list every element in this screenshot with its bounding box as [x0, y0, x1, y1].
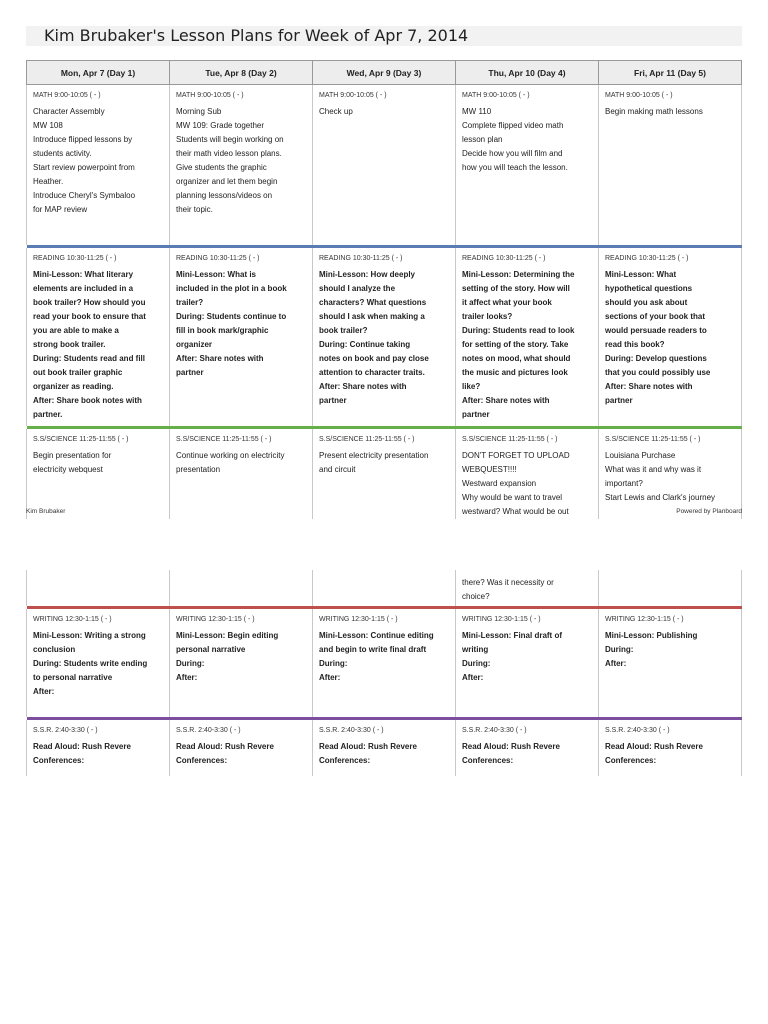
lesson-plan-table-page-1 — [26, 60, 742, 519]
lesson-text-line: Mini-Lesson: Final draft of — [462, 631, 562, 640]
lesson-text-line: Character Assembly — [33, 107, 105, 116]
lesson-text-line: their topic. — [176, 205, 213, 214]
lesson-text-line: Conferences: — [176, 756, 228, 765]
lesson-text-line: MW 109: Grade together — [176, 121, 265, 130]
lesson-text-line: setting of the story. How will — [462, 283, 570, 293]
math-cell — [27, 85, 170, 245]
day-header: Mon, Apr 7 (Day 1) — [27, 61, 170, 85]
lesson-text-line: students activity. — [33, 149, 92, 158]
lesson-text-line: Give students the graphic — [176, 163, 267, 172]
subject-time-label: S.S/SCIENCE 11:25-11:55 ( - ) — [319, 435, 415, 443]
lesson-text-line: trailer looks? — [462, 311, 513, 321]
lesson-text-line: Complete flipped video math — [462, 121, 564, 130]
lesson-text-line: out book trailer graphic — [33, 367, 123, 377]
lesson-text-line: partner. — [33, 409, 63, 419]
lesson-text-line: During: Continue taking — [319, 339, 411, 349]
lesson-text-line: for setting of the story. Take — [462, 339, 569, 349]
lesson-text-line: sections of your book that — [605, 311, 706, 321]
ssr-cell — [599, 720, 742, 776]
lesson-text-line: partner — [462, 409, 490, 419]
lesson-text-line: presentation — [176, 464, 221, 474]
lesson-text-line: organizer and let them begin — [176, 177, 278, 186]
lesson-text-line: Conferences: — [605, 756, 657, 765]
lesson-text-line: MW 108 — [33, 121, 63, 130]
reading-cell — [27, 248, 170, 426]
lesson-text-line: notes on book and pay close — [319, 353, 429, 363]
subject-time-label: WRITING 12:30-1:15 ( - ) — [605, 616, 684, 623]
lesson-text-line: During: Develop questions — [605, 353, 707, 363]
lesson-text-line: hypothetical questions — [605, 283, 693, 293]
lesson-text-line: electricity webquest — [33, 464, 103, 474]
lesson-text-line: Read Aloud: Rush Revere — [319, 742, 417, 751]
subject-time-label: MATH 9:00-10:05 ( - ) — [33, 92, 101, 99]
subject-time-label: S.S.R. 2:40-3:30 ( - ) — [319, 727, 384, 734]
ssr-cell — [456, 720, 599, 776]
subject-time-label: READING 10:30-11:25 ( - ) — [319, 254, 403, 262]
subject-time-label: WRITING 12:30-1:15 ( - ) — [33, 616, 112, 623]
lesson-text-line: personal narrative — [176, 645, 246, 654]
lesson-text-line: Mini-Lesson: How deeply — [319, 269, 416, 279]
lesson-text-line: included in the plot in a book — [176, 283, 287, 293]
lesson-text-line: partner — [176, 367, 204, 377]
lesson-text-line: organizer as reading. — [33, 381, 114, 391]
lesson-text-line: and circuit — [319, 464, 356, 474]
day-header: Fri, Apr 11 (Day 5) — [599, 61, 742, 85]
lesson-text-line: planning lessons/videos on — [176, 191, 273, 200]
lesson-text-line: and begin to write final draft — [319, 645, 427, 654]
lesson-text-line: Continue working on electricity — [176, 450, 285, 460]
reading-cell — [456, 248, 599, 426]
subject-time-label: S.S.R. 2:40-3:30 ( - ) — [462, 727, 527, 734]
science-continued-row — [27, 570, 742, 606]
lesson-text-line: organizer — [176, 339, 213, 349]
lesson-text-line: Mini-Lesson: Determining the — [462, 269, 575, 279]
lesson-text-line: After: Share notes with — [319, 381, 407, 391]
lesson-text-line: lesson plan — [462, 135, 503, 144]
subject-time-label: WRITING 12:30-1:15 ( - ) — [319, 616, 398, 623]
science-cell — [170, 429, 313, 519]
lesson-text-line: During: Students read and fill — [33, 353, 146, 363]
ssr-cell — [313, 720, 456, 776]
lesson-text-line: Read Aloud: Rush Revere — [462, 742, 560, 751]
lesson-text-line: Start Lewis and Clark's journey — [605, 492, 716, 502]
lesson-text-line: Begin making math lessons — [605, 107, 703, 116]
lesson-text-line: the music and pictures look — [462, 367, 568, 377]
day-header-row — [27, 61, 742, 85]
lesson-text-line: read this book? — [605, 339, 665, 349]
subject-time-label: MATH 9:00-10:05 ( - ) — [319, 92, 387, 99]
lesson-text-line: Westward expansion — [462, 478, 537, 488]
science-cell — [313, 570, 456, 606]
ssr-cell — [27, 720, 170, 776]
lesson-text-line: like? — [462, 381, 481, 391]
subject-time-label: WRITING 12:30-1:15 ( - ) — [176, 616, 255, 623]
lesson-text-line: After: — [605, 659, 627, 668]
writing-row — [27, 609, 742, 717]
lesson-text-line: for MAP review — [33, 205, 88, 214]
lesson-text-line: trailer? — [176, 297, 204, 307]
lesson-text-line: strong book trailer. — [33, 339, 106, 349]
lesson-text-line: should you ask about — [605, 297, 688, 307]
math-cell — [456, 85, 599, 245]
lesson-text-line: Begin presentation for — [33, 450, 112, 460]
writing-cell — [27, 609, 170, 717]
lesson-text-line: Heather. — [33, 177, 64, 186]
reading-cell — [170, 248, 313, 426]
subject-time-label: READING 10:30-11:25 ( - ) — [176, 254, 260, 262]
subject-time-label: S.S.R. 2:40-3:30 ( - ) — [176, 727, 241, 734]
lesson-text-line: partner — [605, 395, 633, 405]
lesson-text-line: Mini-Lesson: Writing a strong — [33, 631, 146, 640]
lesson-text-line: Read Aloud: Rush Revere — [605, 742, 703, 751]
lesson-text-line: After: — [33, 687, 55, 696]
subject-time-label: S.S/SCIENCE 11:25-11:55 ( - ) — [462, 435, 558, 443]
reading-cell — [313, 248, 456, 426]
lesson-text-line: westward? What would be out — [462, 506, 569, 516]
lesson-text-line: attention to character traits. — [319, 367, 425, 377]
subject-time-label: S.S.R. 2:40-3:30 ( - ) — [33, 727, 98, 734]
lesson-text-line: Mini-Lesson: Continue editing — [319, 631, 434, 640]
lesson-text-line: Decide how you will film and — [462, 149, 563, 158]
lesson-text-line: Conferences: — [462, 756, 514, 765]
lesson-text-line: important? — [605, 478, 643, 488]
science-cell — [170, 570, 313, 606]
lesson-text-line: Mini-Lesson: What literary — [33, 269, 134, 279]
science-cell — [27, 570, 170, 606]
lesson-text-line: how you will teach the lesson. — [462, 163, 568, 172]
lesson-text-line: read your book to ensure that — [33, 311, 146, 321]
science-cell — [313, 429, 456, 519]
lesson-text-line: Present electricity presentation — [319, 450, 429, 460]
lesson-text-line: After: Share notes with — [605, 381, 693, 391]
lesson-text-line: Why would be want to travel — [462, 492, 563, 502]
lesson-text-line: fill in book mark/graphic — [176, 325, 269, 335]
lesson-text-line: their math video lesson plans. — [176, 149, 282, 158]
reading-cell — [599, 248, 742, 426]
writing-cell — [456, 609, 599, 717]
subject-time-label: READING 10:30-11:25 ( - ) — [462, 254, 546, 262]
lesson-text-line: choice? — [462, 592, 490, 601]
day-header: Wed, Apr 9 (Day 3) — [313, 61, 456, 85]
lesson-text-line: that you could possibly use — [605, 367, 711, 377]
ssr-row — [27, 720, 742, 776]
lesson-text-line: After: Share notes with — [176, 353, 264, 363]
lesson-text-line: Read Aloud: Rush Revere — [33, 742, 131, 751]
subject-time-label: MATH 9:00-10:05 ( - ) — [462, 92, 530, 99]
lesson-text-line: it affect what your book — [462, 297, 552, 307]
writing-cell — [599, 609, 742, 717]
reading-row — [27, 248, 742, 426]
lesson-text-line: During: — [605, 645, 634, 654]
lesson-text-line: characters? What questions — [319, 297, 427, 307]
subject-time-label: S.S/SCIENCE 11:25-11:55 ( - ) — [33, 435, 129, 443]
lesson-text-line: During: — [462, 659, 491, 668]
lesson-text-line: During: Students continue to — [176, 311, 287, 321]
lesson-text-line: During: Students write ending — [33, 659, 148, 668]
writing-cell — [313, 609, 456, 717]
lesson-text-line: book trailer? — [319, 325, 368, 335]
writing-cell — [170, 609, 313, 717]
lesson-text-line: Mini-Lesson: What is — [176, 269, 256, 279]
lesson-text-line: MW 110 — [462, 107, 492, 116]
science-cell — [599, 570, 742, 606]
science-cell — [456, 570, 599, 606]
subject-time-label: MATH 9:00-10:05 ( - ) — [176, 92, 244, 99]
lesson-text-line: notes on mood, what should — [462, 353, 571, 363]
lesson-text-line: Mini-Lesson: Publishing — [605, 631, 698, 640]
math-cell — [599, 85, 742, 245]
lesson-text-line: Start review powerpoint from — [33, 163, 135, 172]
lesson-text-line: During: — [319, 659, 348, 668]
subject-time-label: WRITING 12:30-1:15 ( - ) — [462, 616, 541, 623]
subject-time-label: S.S/SCIENCE 11:25-11:55 ( - ) — [176, 435, 272, 443]
lesson-text-line: During: — [176, 659, 205, 668]
lesson-text-line: you are able to make a — [33, 325, 119, 335]
science-cell — [456, 429, 599, 519]
lesson-text-line: DON'T FORGET TO UPLOAD — [462, 450, 570, 460]
page-title: Kim Brubaker's Lesson Plans for Week of Apr 7, 2014 — [44, 26, 469, 45]
lesson-text-line: Conferences: — [319, 756, 371, 765]
science-cell — [599, 429, 742, 519]
subject-time-label: S.S.R. 2:40-3:30 ( - ) — [605, 727, 670, 734]
science-cell — [27, 429, 170, 519]
subject-time-label: MATH 9:00-10:05 ( - ) — [605, 92, 673, 99]
lesson-text-line: conclusion — [33, 645, 76, 654]
lesson-text-line: Louisiana Purchase — [605, 450, 676, 460]
lesson-text-line: After: Share book notes with — [33, 395, 142, 405]
math-cell — [313, 85, 456, 245]
lesson-text-line: should I ask when making a — [319, 311, 425, 321]
lesson-text-line: After: — [319, 673, 341, 682]
lesson-text-line: Read Aloud: Rush Revere — [176, 742, 274, 751]
lesson-text-line: would persuade readers to — [605, 325, 707, 335]
lesson-text-line: Introduce Cheryl's Symbaloo — [33, 191, 136, 200]
lesson-text-line: Students will begin working on — [176, 135, 284, 144]
math-cell — [170, 85, 313, 245]
ssr-cell — [170, 720, 313, 776]
science-row — [27, 429, 742, 519]
title-bar — [26, 26, 742, 46]
lesson-text-line: partner — [319, 395, 347, 405]
lesson-text-line: WEBQUEST!!!! — [462, 464, 517, 474]
lesson-text-line: Check up — [319, 107, 353, 116]
lesson-text-line: book trailer? How should you — [33, 297, 146, 307]
lesson-text-line: to personal narrative — [33, 673, 113, 682]
lesson-text-line: elements are included in a — [33, 283, 134, 293]
lesson-text-line: should I analyze the — [319, 283, 396, 293]
lesson-text-line: After: — [462, 673, 484, 682]
lesson-text-line: Introduce flipped lessons by — [33, 135, 133, 144]
math-row — [27, 85, 742, 245]
subject-time-label: READING 10:30-11:25 ( - ) — [33, 254, 117, 262]
lesson-text-line: Mini-Lesson: What — [605, 269, 677, 279]
lesson-text-line: Conferences: — [33, 756, 85, 765]
lesson-text-line: there? Was it necessity or — [462, 578, 554, 587]
lesson-text-line: What was it and why was it — [605, 464, 702, 474]
lesson-text-line: Mini-Lesson: Begin editing — [176, 631, 279, 640]
lesson-text-line: writing — [462, 645, 489, 654]
lesson-plan-table-page-2 — [26, 570, 742, 776]
lesson-text-line: After: Share notes with — [462, 395, 550, 405]
subject-time-label: READING 10:30-11:25 ( - ) — [605, 254, 689, 262]
footer-powered-by: Powered by Planboard — [676, 508, 742, 515]
day-header: Thu, Apr 10 (Day 4) — [456, 61, 599, 85]
subject-time-label: S.S/SCIENCE 11:25-11:55 ( - ) — [605, 435, 701, 443]
lesson-text-line: During: Students read to look — [462, 325, 575, 335]
lesson-text-line: Morning Sub — [176, 107, 222, 116]
footer-author: Kim Brubaker — [26, 508, 66, 515]
day-header: Tue, Apr 8 (Day 2) — [170, 61, 313, 85]
lesson-text-line: After: — [176, 673, 198, 682]
